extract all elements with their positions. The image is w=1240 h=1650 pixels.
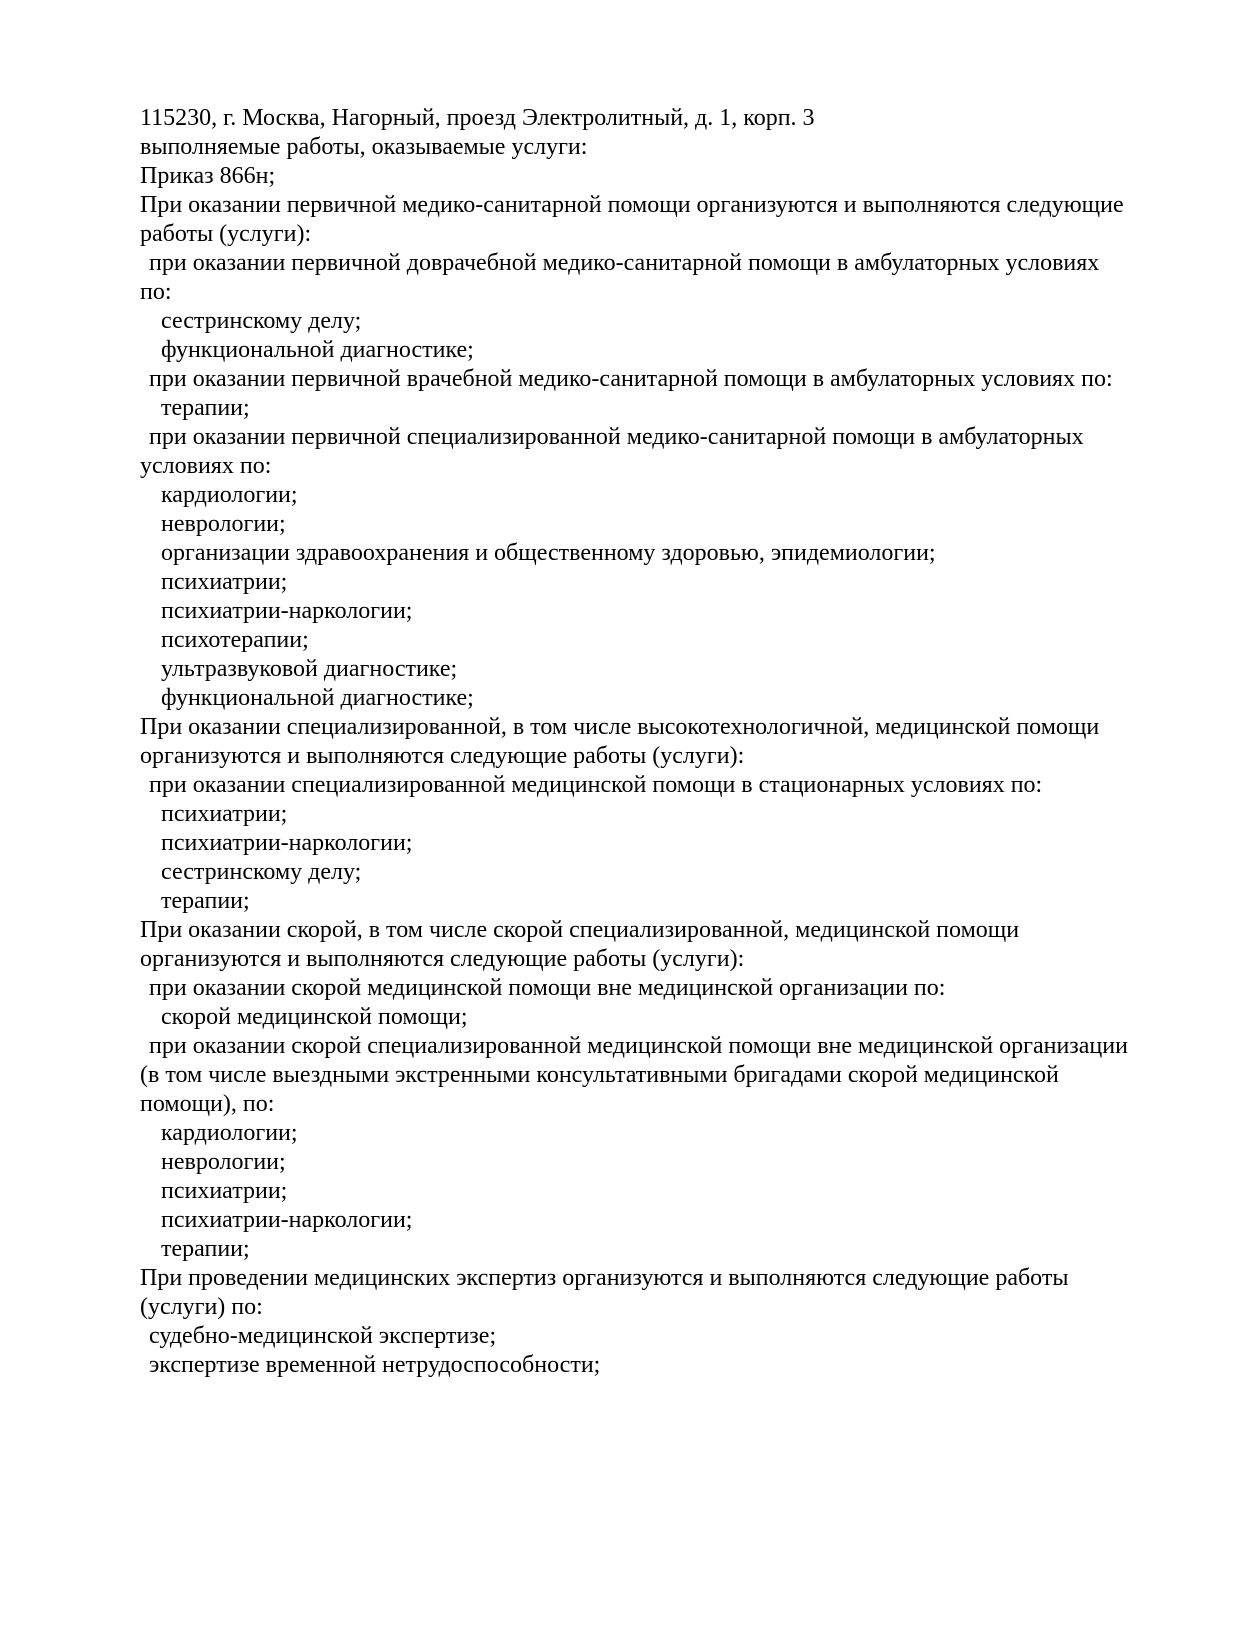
text-line: условиях по: bbox=[140, 453, 272, 479]
text-line: при оказании первичной специализированной медико-санитарной помощи в амбулаторных bbox=[149, 424, 1084, 450]
text-line: При оказании специализированной, в том числе высокотехнологичной, медицинской помощи bbox=[140, 714, 1100, 740]
text-line: скорой медицинской помощи; bbox=[161, 1004, 468, 1030]
text-line: при оказании специализированной медицинской помощи в стационарных условиях по: bbox=[149, 772, 1043, 798]
text-line: при оказании скорой медицинской помощи вне медицинской организации по: bbox=[149, 975, 946, 1001]
text-line: неврологии; bbox=[161, 511, 286, 537]
text-line: кардиологии; bbox=[161, 1120, 298, 1146]
text-line: при оказании первичной доврачебной медико-санитарной помощи в амбулаторных условиях bbox=[149, 250, 1100, 276]
document-body bbox=[140, 104, 1204, 1380]
text-line: организуются и выполняются следующие работы (услуги): bbox=[140, 743, 745, 769]
text-line: психотерапии; bbox=[161, 627, 309, 653]
text-line: функциональной диагностике; bbox=[161, 685, 474, 711]
text-line: сестринскому делу; bbox=[161, 308, 362, 334]
text-line: сестринскому делу; bbox=[161, 859, 362, 885]
text-line: психиатрии; bbox=[161, 1178, 288, 1204]
text-line: выполняемые работы, оказываемые услуги: bbox=[140, 134, 588, 160]
text-line: психиатрии; bbox=[161, 569, 288, 595]
text-line: кардиологии; bbox=[161, 482, 298, 508]
text-line: (услуги) по: bbox=[140, 1294, 263, 1320]
text-line: При оказании скорой, в том числе скорой специализированной, медицинской помощи bbox=[140, 917, 1020, 943]
text-line: психиатрии-наркологии; bbox=[161, 1207, 413, 1233]
text-line: 115230, г. Москва, Нагорный, проезд Электролитный, д. 1, корп. 3 bbox=[140, 105, 815, 131]
text-line: экспертизе временной нетрудоспособности; bbox=[149, 1352, 601, 1378]
text-line: по: bbox=[140, 279, 172, 305]
text-line: при оказании первичной врачебной медико-санитарной помощи в амбулаторных условиях по: bbox=[149, 366, 1113, 392]
text-line: При проведении медицинских экспертиз организуются и выполняются следующие работы bbox=[140, 1265, 1069, 1291]
text-line: Приказ 866н; bbox=[140, 163, 276, 189]
text-line: терапии; bbox=[161, 1236, 250, 1262]
text-line: организуются и выполняются следующие работы (услуги): bbox=[140, 946, 745, 972]
text-line: функциональной диагностике; bbox=[161, 337, 474, 363]
text-line: терапии; bbox=[161, 395, 250, 421]
text-line: При оказании первичной медико-санитарной помощи организуются и выполняются следующие bbox=[140, 192, 1124, 218]
text-line: психиатрии; bbox=[161, 801, 288, 827]
text-line: работы (услуги): bbox=[140, 221, 312, 247]
text-line: психиатрии-наркологии; bbox=[161, 830, 413, 856]
text-line: организации здравоохранения и общественному здоровью, эпидемиологии; bbox=[161, 540, 936, 566]
text-line: при оказании скорой специализированной медицинской помощи вне медицинской организации bbox=[149, 1033, 1128, 1059]
text-line: судебно-медицинской экспертизе; bbox=[149, 1323, 497, 1349]
text-line: психиатрии-наркологии; bbox=[161, 598, 413, 624]
text-line: (в том числе выездными экстренными консультативными бригадами скорой медицинской bbox=[140, 1062, 1059, 1088]
text-line: ультразвуковой диагностике; bbox=[161, 656, 458, 682]
text-line: терапии; bbox=[161, 888, 250, 914]
text-line: неврологии; bbox=[161, 1149, 286, 1175]
text-line: помощи), по: bbox=[140, 1091, 275, 1117]
